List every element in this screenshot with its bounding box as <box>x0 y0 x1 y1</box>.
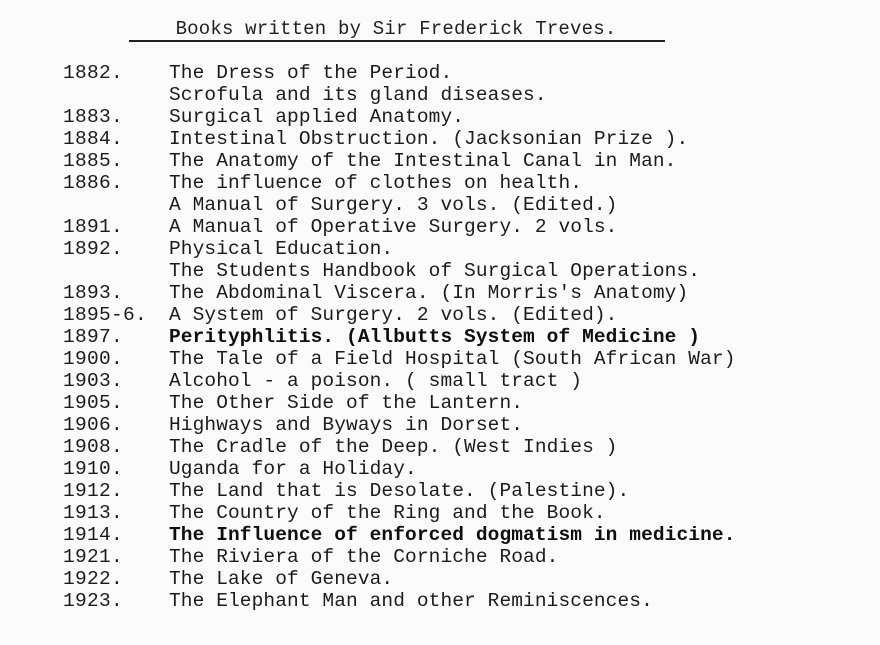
book-title: A System of Surgery. 2 vols. (Edited). <box>169 304 618 326</box>
book-title: Alcohol - a poison. ( small tract ) <box>169 370 583 392</box>
book-title: Scrofula and its gland diseases. <box>169 84 547 106</box>
book-entry <box>63 238 868 260</box>
book-year: 1893. <box>63 282 124 304</box>
book-entry <box>63 216 868 238</box>
book-entry <box>63 480 868 502</box>
book-entry <box>63 194 868 216</box>
book-year: 1885. <box>63 150 124 172</box>
book-title: The Influence of enforced dogmatism in medicine. <box>169 524 736 546</box>
book-entry <box>63 326 868 348</box>
book-year: 1897. <box>63 326 124 348</box>
book-title: The Tale of a Field Hospital (South African War) <box>169 348 736 370</box>
book-title: The Elephant Man and other Reminiscences. <box>169 590 653 612</box>
book-year: 1914. <box>63 524 124 546</box>
book-year: 1882. <box>63 62 124 84</box>
book-entry <box>63 282 868 304</box>
document-title: Books written by Sir Frederick Treves. <box>175 18 617 40</box>
book-year: 1903. <box>63 370 124 392</box>
book-year: 1895-6. <box>63 304 148 326</box>
book-entry <box>63 392 868 414</box>
book-title: Surgical applied Anatomy. <box>169 106 465 128</box>
book-title: The Country of the Ring and the Book. <box>169 502 606 524</box>
book-year: 1891. <box>63 216 124 238</box>
book-entry <box>63 150 868 172</box>
book-year: 1900. <box>63 348 124 370</box>
book-year: 1912. <box>63 480 124 502</box>
book-year: 1923. <box>63 590 124 612</box>
book-year: 1883. <box>63 106 124 128</box>
book-title: The Other Side of the Lantern. <box>169 392 524 414</box>
book-year: 1905. <box>63 392 124 414</box>
book-title: Uganda for a Holiday. <box>169 458 417 480</box>
book-title: A Manual of Surgery. 3 vols. (Edited.) <box>169 194 618 216</box>
book-title: The Lake of Geneva. <box>169 568 394 590</box>
book-entry <box>63 436 868 458</box>
book-entry <box>63 106 868 128</box>
book-year: 1921. <box>63 546 124 568</box>
book-title: The Dress of the Period. <box>169 62 453 84</box>
book-year: 1922. <box>63 568 124 590</box>
book-title: Intestinal Obstruction. (Jacksonian Prize ). <box>169 128 689 150</box>
book-entry <box>63 370 868 392</box>
book-title: The Cradle of the Deep. (West Indies ) <box>169 436 618 458</box>
book-year: 1906. <box>63 414 124 436</box>
book-entry <box>63 348 868 370</box>
book-title: The Students Handbook of Surgical Operations. <box>169 260 701 282</box>
book-title: The influence of clothes on health. <box>169 172 583 194</box>
book-entry <box>63 590 868 612</box>
book-entry <box>63 524 868 546</box>
book-entry <box>63 84 868 106</box>
title-underline <box>129 40 665 42</box>
book-title: Highways and Byways in Dorset. <box>169 414 524 436</box>
book-title: Physical Education. <box>169 238 394 260</box>
book-title: The Abdominal Viscera. (In Morris's Anatomy) <box>169 282 689 304</box>
book-entry <box>63 304 868 326</box>
book-entry <box>63 62 868 84</box>
book-title: A Manual of Operative Surgery. 2 vols. <box>169 216 618 238</box>
book-title: The Anatomy of the Intestinal Canal in Man. <box>169 150 677 172</box>
book-title: The Land that is Desolate. (Palestine). <box>169 480 630 502</box>
book-list <box>63 62 868 612</box>
book-entry <box>63 260 868 282</box>
book-entry <box>63 458 868 480</box>
book-title: The Riviera of the Corniche Road. <box>169 546 559 568</box>
book-year: 1886. <box>63 172 124 194</box>
book-entry <box>63 172 868 194</box>
book-entry <box>63 414 868 436</box>
book-year: 1913. <box>63 502 124 524</box>
book-year: 1892. <box>63 238 124 260</box>
book-entry <box>63 568 868 590</box>
book-entry <box>63 128 868 150</box>
book-year: 1908. <box>63 436 124 458</box>
book-entry <box>63 502 868 524</box>
book-year: 1910. <box>63 458 124 480</box>
book-entry <box>63 546 868 568</box>
book-title: Perityphlitis. (Allbutts System of Medicine ) <box>169 326 701 348</box>
book-year: 1884. <box>63 128 124 150</box>
